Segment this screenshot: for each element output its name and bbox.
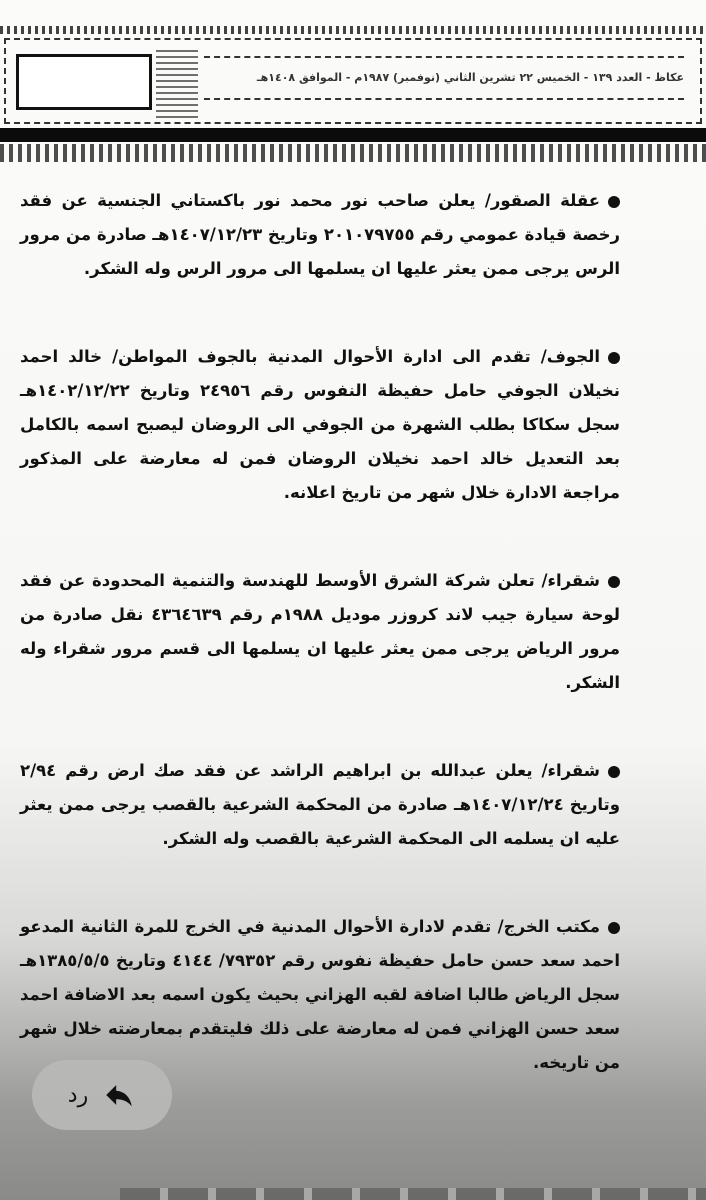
announcement-text: عقلة الصقور/ يعلن صاحب نور محمد نور باكستاني الجنسية عن فقد رخصة قيادة عمومي رقم ٢٠١٠٧٩٧٥٥ وتاريخ ١٤٠٧/١٢/٢٣هـ صادرة من مرور الرس يرجى ممن يعثر عليها ان يسلمها الى مرور الرس وله الشكر.: [20, 191, 620, 278]
bullet-icon: [608, 576, 620, 588]
reply-button[interactable]: [32, 1060, 172, 1130]
header-title: عكاظ - العدد ١٣٩ - الخميس ٢٢ تشرين الثاني (نوفمبر) ١٩٨٧م - الموافق ١٤٠٨هـ: [204, 56, 684, 100]
header-blank-box: [16, 54, 152, 110]
bottom-thumbnail-strip: [120, 1188, 706, 1200]
announcement-item: [20, 564, 620, 700]
bullet-icon: [608, 196, 620, 208]
bullet-icon: [608, 352, 620, 364]
top-dotted-border: [0, 26, 706, 34]
announcement-text: الجوف/ تقدم الى ادارة الأحوال المدنية بالجوف المواطن/ خالد احمد نخيلان الجوفي حامل حفيظة النفوس رقم ٢٤٩٥٦ وتاريخ ١٤٠٢/١٢/٢٢هـ سجل سكاكا بطلب الشهرة من الجوفي الى الروضان ليصبح اسمه بالكامل بعد التعديل خالد احمد نخيلان الروضان فمن له معارضة على المذكور مراجعة الادارة خلال شهر من تاريخ اعلانه.: [20, 347, 620, 502]
announcement-text: شقراء/ تعلن شركة الشرق الأوسط للهندسة والتنمية المحدودة عن فقد لوحة سيارة جيب لاند كروزر موديل ١٩٨٨م رقم ٤٣٦٤٦٣٩ نقل صادرة من مرور الرياض يرجى ممن يعثر عليها ان يسلمها الى قسم مرور شقراء وله الشكر.: [20, 571, 620, 692]
announcement-item: [20, 910, 620, 1080]
announcement-text: مكتب الخرج/ تقدم لادارة الأحوال المدنية في الخرج للمرة الثانية المدعو احمد سعد حسن حامل حفيظة نفوس رقم ٧٩٣٥٢/ ٤١٤٤ وتاريخ ١٣٨٥/٥/٥هـ سجل الرياض طالبا اضافة لقبه الهزاني بحيث يكون اسمه بعد الاضافة احمد سعد حسن الهزاني فمن له معارضة على ذلك فليتقدم بمعارضته خلال شهر من تاريخه.: [20, 917, 620, 1072]
announcements-list: [20, 184, 620, 1134]
reply-arrow-icon: [102, 1078, 136, 1112]
newspaper-header: [4, 38, 702, 124]
announcement-item: [20, 754, 620, 856]
announcement-item: [20, 340, 620, 510]
header-tick-marks: [156, 46, 198, 118]
header-divider-bar: [0, 128, 706, 142]
bullet-icon: [608, 766, 620, 778]
reply-label: رد: [67, 1082, 89, 1108]
announcement-item: [20, 184, 620, 286]
column-tick-marks: [0, 144, 706, 162]
bullet-icon: [608, 922, 620, 934]
announcement-text: شقراء/ يعلن عبدالله بن ابراهيم الراشد عن فقد صك ارض رقم ٢/٩٤ وتاريخ ١٤٠٧/١٢/٢٤هـ صادرة من المحكمة الشرعية بالقصب يرجى ممن يعثر عليه ان يسلمه الى المحكمة الشرعية بالقصب وله الشكر.: [20, 761, 621, 848]
